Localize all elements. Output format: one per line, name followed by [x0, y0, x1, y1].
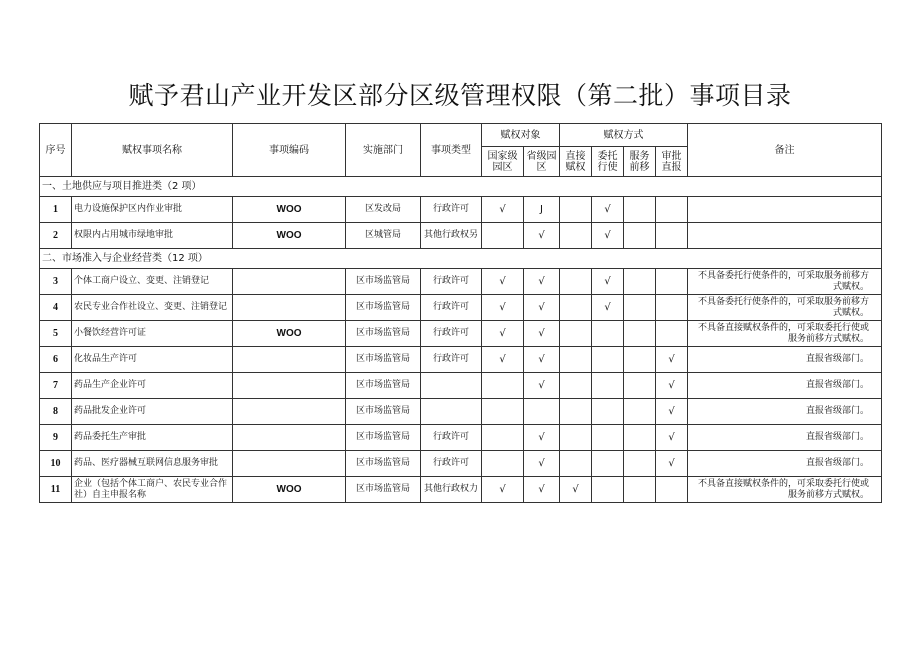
header-method-report: 审批直报 [656, 147, 688, 177]
row-report-mark: √ [656, 373, 688, 399]
header-method: 赋权方式 [560, 124, 688, 147]
header-remark: 备注 [688, 124, 882, 177]
row-report-mark [656, 223, 688, 249]
header-method-service: 服务前移 [624, 147, 656, 177]
row-entrust-mark [592, 451, 624, 477]
row-provincial-mark: √ [524, 269, 560, 295]
row-direct-mark [560, 451, 592, 477]
row-provincial-mark [524, 399, 560, 425]
row-entrust-mark: √ [592, 269, 624, 295]
row-service-mark [624, 295, 656, 321]
row-provincial-mark: √ [524, 477, 560, 503]
row-remark: 直报省级部门。 [688, 347, 882, 373]
row-code [233, 399, 346, 425]
authority-table [39, 123, 882, 503]
row-service-mark [624, 477, 656, 503]
header-target-provincial: 省级园区 [524, 147, 560, 177]
header-target: 赋权对象 [482, 124, 560, 147]
header-method-entrust: 委托行使 [592, 147, 624, 177]
row-report-mark [656, 477, 688, 503]
row-type: 行政许可 [421, 321, 482, 347]
row-dept: 区市场监管局 [346, 477, 421, 503]
row-national-mark: √ [482, 477, 524, 503]
row-code [233, 295, 346, 321]
section-label: 二、市场准入与企业经营类（12 项） [40, 249, 882, 269]
row-report-mark: √ [656, 347, 688, 373]
row-national-mark [482, 373, 524, 399]
row-seq: 5 [40, 321, 72, 347]
row-provincial-mark: √ [524, 347, 560, 373]
row-report-mark [656, 321, 688, 347]
row-code: WOO [233, 321, 346, 347]
section-label: 一、土地供应与项目推进类（2 项） [40, 177, 882, 197]
row-national-mark [482, 223, 524, 249]
row-code: WOO [233, 223, 346, 249]
row-direct-mark [560, 269, 592, 295]
row-service-mark [624, 373, 656, 399]
row-dept: 区市场监管局 [346, 321, 421, 347]
page-title: 赋予君山产业开发区部分区级管理权限（第二批）事项目录 [128, 81, 792, 110]
row-direct-mark [560, 399, 592, 425]
row-direct-mark [560, 321, 592, 347]
row-national-mark [482, 399, 524, 425]
row-report-mark: √ [656, 425, 688, 451]
row-code [233, 373, 346, 399]
section-row [40, 177, 882, 197]
row-seq: 2 [40, 223, 72, 249]
row-name: 个体工商户设立、变更、注销登记 [72, 269, 233, 295]
row-provincial-mark: √ [524, 373, 560, 399]
row-dept: 区市场监管局 [346, 399, 421, 425]
row-direct-mark [560, 347, 592, 373]
row-service-mark [624, 197, 656, 223]
row-service-mark [624, 269, 656, 295]
row-dept: 区市场监管局 [346, 451, 421, 477]
row-national-mark: √ [482, 347, 524, 373]
row-seq: 11 [40, 477, 72, 503]
row-seq: 6 [40, 347, 72, 373]
row-name: 电力设施保护区内作业审批 [72, 197, 233, 223]
row-seq: 3 [40, 269, 72, 295]
row-direct-mark [560, 295, 592, 321]
table-row [40, 373, 882, 399]
row-entrust-mark: √ [592, 197, 624, 223]
row-seq: 10 [40, 451, 72, 477]
row-type: 行政许可 [421, 425, 482, 451]
row-name: 化妆品生产许可 [72, 347, 233, 373]
row-code [233, 269, 346, 295]
row-provincial-mark: √ [524, 425, 560, 451]
row-service-mark [624, 399, 656, 425]
row-entrust-mark [592, 347, 624, 373]
row-provincial-mark: J [524, 197, 560, 223]
table-row [40, 477, 882, 503]
row-remark: 不具备委托行使条件的，可采取服务前移方式赋权。 [688, 269, 882, 295]
row-entrust-mark [592, 373, 624, 399]
row-seq: 1 [40, 197, 72, 223]
row-entrust-mark [592, 425, 624, 451]
row-provincial-mark: √ [524, 321, 560, 347]
row-remark: 直报省级部门。 [688, 373, 882, 399]
row-national-mark: √ [482, 321, 524, 347]
row-type [421, 373, 482, 399]
row-seq: 8 [40, 399, 72, 425]
row-name: 权限内占用城市绿地审批 [72, 223, 233, 249]
row-direct-mark: √ [560, 477, 592, 503]
row-national-mark: √ [482, 197, 524, 223]
row-type: 行政许可 [421, 451, 482, 477]
row-name: 药品生产企业许可 [72, 373, 233, 399]
row-dept: 区市场监管局 [346, 373, 421, 399]
row-direct-mark [560, 223, 592, 249]
row-remark: 直报省级部门。 [688, 399, 882, 425]
row-code: WOO [233, 197, 346, 223]
row-dept: 区市场监管局 [346, 347, 421, 373]
row-entrust-mark [592, 399, 624, 425]
header-row-1 [40, 124, 882, 147]
section-row [40, 249, 882, 269]
row-dept: 区市场监管局 [346, 269, 421, 295]
header-code: 事项编码 [233, 124, 346, 177]
row-service-mark [624, 347, 656, 373]
row-name: 药品批发企业许可 [72, 399, 233, 425]
row-code [233, 347, 346, 373]
row-name: 小餐饮经营许可证 [72, 321, 233, 347]
row-name: 企业（包括个体工商户、农民专业合作社）自主申报名称 [72, 477, 233, 503]
row-entrust-mark [592, 477, 624, 503]
row-report-mark [656, 295, 688, 321]
row-type: 行政许可 [421, 197, 482, 223]
row-national-mark [482, 451, 524, 477]
row-remark: 不具备直接赋权条件的，可采取委托行使或服务前移方式赋权。 [688, 477, 882, 503]
row-service-mark [624, 321, 656, 347]
row-provincial-mark: √ [524, 451, 560, 477]
row-code [233, 425, 346, 451]
header-target-national: 国家级园区 [482, 147, 524, 177]
row-seq: 7 [40, 373, 72, 399]
row-national-mark: √ [482, 269, 524, 295]
row-type [421, 399, 482, 425]
row-seq: 9 [40, 425, 72, 451]
row-entrust-mark [592, 321, 624, 347]
row-report-mark [656, 269, 688, 295]
row-remark: 直报省级部门。 [688, 451, 882, 477]
table-row [40, 295, 882, 321]
row-provincial-mark: √ [524, 295, 560, 321]
row-seq: 4 [40, 295, 72, 321]
table-row [40, 269, 882, 295]
row-name: 农民专业合作社设立、变更、注销登记 [72, 295, 233, 321]
row-national-mark [482, 425, 524, 451]
row-remark: 不具备委托行使条件的，可采取服务前移方式赋权。 [688, 295, 882, 321]
row-report-mark: √ [656, 399, 688, 425]
row-remark [688, 223, 882, 249]
table-row [40, 399, 882, 425]
table-row [40, 425, 882, 451]
header-type: 事项类型 [421, 124, 482, 177]
row-type: 行政许可 [421, 269, 482, 295]
header-name: 赋权事项名称 [72, 124, 233, 177]
row-direct-mark [560, 197, 592, 223]
row-name: 药品委托生产审批 [72, 425, 233, 451]
row-remark: 不具备直接赋权条件的，可采取委托行使或服务前移方式赋权。 [688, 321, 882, 347]
row-type: 行政许可 [421, 295, 482, 321]
row-dept: 区市场监管局 [346, 425, 421, 451]
row-service-mark [624, 223, 656, 249]
row-remark: 直报省级部门。 [688, 425, 882, 451]
row-dept: 区市场监管局 [346, 295, 421, 321]
header-seq: 序号 [40, 124, 72, 177]
row-dept: 区城管局 [346, 223, 421, 249]
row-service-mark [624, 425, 656, 451]
row-dept: 区发改局 [346, 197, 421, 223]
header-dept: 实施部门 [346, 124, 421, 177]
row-type: 其他行政权另 [421, 223, 482, 249]
row-national-mark: √ [482, 295, 524, 321]
row-code: WOO [233, 477, 346, 503]
row-name: 药品、医疗器械互联网信息服务审批 [72, 451, 233, 477]
row-direct-mark [560, 373, 592, 399]
row-code [233, 451, 346, 477]
row-report-mark: √ [656, 451, 688, 477]
row-direct-mark [560, 425, 592, 451]
row-entrust-mark: √ [592, 295, 624, 321]
row-remark [688, 197, 882, 223]
row-type: 其他行政权力 [421, 477, 482, 503]
table-row [40, 321, 882, 347]
table-row [40, 451, 882, 477]
row-service-mark [624, 451, 656, 477]
row-entrust-mark: √ [592, 223, 624, 249]
table-row [40, 223, 882, 249]
row-type: 行政许可 [421, 347, 482, 373]
header-method-direct: 直接赋权 [560, 147, 592, 177]
row-report-mark [656, 197, 688, 223]
table-row [40, 197, 882, 223]
table-body [40, 177, 882, 503]
row-provincial-mark: √ [524, 223, 560, 249]
table-row [40, 347, 882, 373]
